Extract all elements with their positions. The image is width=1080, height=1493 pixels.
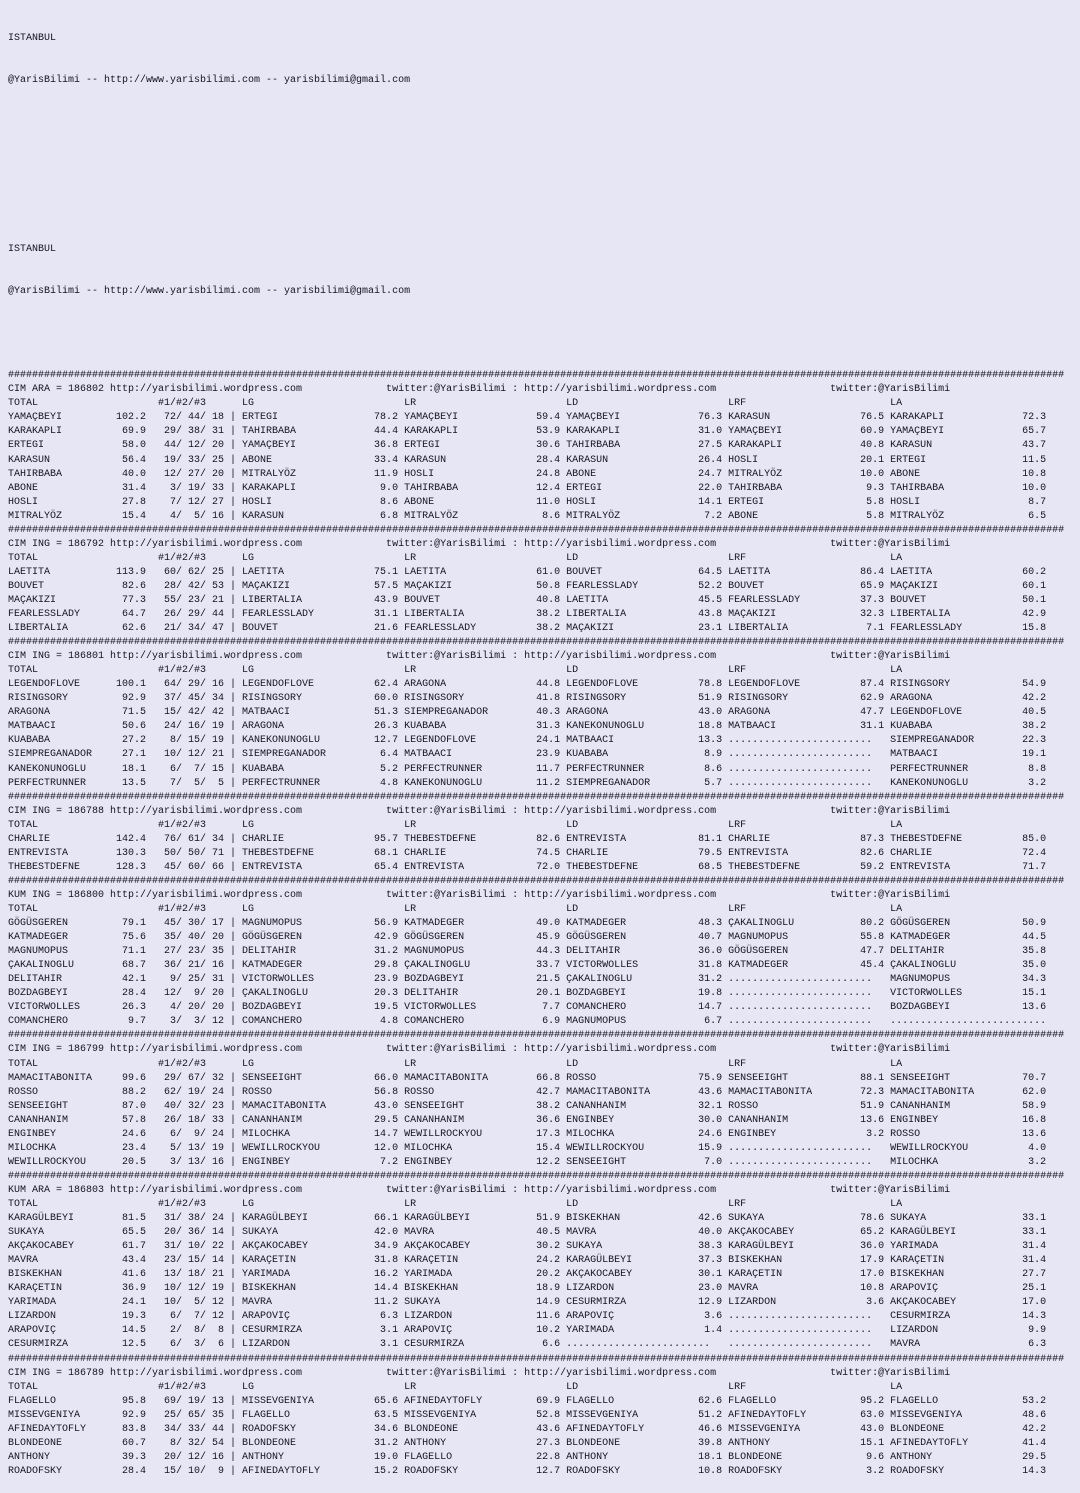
stats-row: MILOCHKA 23.4 5/ 13/ 19 | WEWILLROCKYOU 12.0 MILOCHKA 15.4 WEWILLROCKYOU 15.9 ........................ WEWILLROCKYOU 4.0 bbox=[8, 1142, 1053, 1154]
stats-row: GÖGÜSGEREN 79.1 45/ 30/ 17 | MAGNUMOPUS 56.9 KATMADEGER 49.0 KATMADEGER 48.3 ÇAKALINOGLU 80.2 GÖGÜSGEREN 50.9 bbox=[8, 918, 1053, 930]
stats-row: MAGNUMOPUS 71.1 27/ 23/ 35 | DELITAHIR 31.2 MAGNUMOPUS 44.3 DELITAHIR 36.0 GÖGÜSGEREN 47.7 DELITAHIR 35.8 bbox=[8, 946, 1053, 958]
separator-line: ################################################################################################################################################################################ bbox=[8, 370, 1065, 382]
stats-row: BOZDAGBEYI 28.4 12/ 9/ 20 | ÇAKALINOGLU 20.3 DELITAHIR 20.1 BOZDAGBEYI 19.8 ........................ VICTORWOLLES 15.1 bbox=[8, 988, 1053, 1000]
stats-row: YAMAÇBEYI 102.2 72/ 44/ 18 | ERTEGI 78.2 YAMAÇBEYI 59.4 YAMAÇBEYI 76.3 KARASUN 76.5 KARAKAPLI 72.3 bbox=[8, 412, 1053, 424]
stats-row: LIBERTALIA 62.6 21/ 34/ 47 | BOUVET 21.6 FEARLESSLADY 38.2 MAÇAKIZI 23.1 LIBERTALIA 7.1 FEARLESSLADY 15.8 bbox=[8, 623, 1053, 635]
separator-line: ################################################################################################################################################################################ bbox=[8, 1030, 1065, 1042]
stats-row: COMANCHERO 9.7 3/ 3/ 12 | COMANCHERO 4.8 COMANCHERO 6.9 MAGNUMOPUS 6.7 ........................ .......................... bbox=[8, 1016, 1053, 1028]
stats-row: SUKAYA 65.5 20/ 36/ 14 | SUKAYA 42.0 MAVRA 40.5 MAVRA 40.0 AKÇAKOCABEY 65.2 KARAGÜLBEYI 33.1 bbox=[8, 1227, 1053, 1239]
stats-row: THEBESTDEFNE 128.3 45/ 60/ 66 | ENTREVISTA 65.4 ENTREVISTA 72.0 THEBESTDEFNE 68.5 THEBESTDEFNE 59.2 ENTREVISTA 71.7 bbox=[8, 861, 1053, 873]
section-header-line: CIM ING = 186799 http://yarisbilimi.wordpress.com twitter:@YarisBilimi : http://yarisbilimi.wordpress.com twitter:@YarisBilimi bbox=[8, 1044, 951, 1056]
section-header-line: CIM ING = 186801 http://yarisbilimi.wordpress.com twitter:@YarisBilimi : http://yarisbilimi.wordpress.com twitter:@YarisBilimi bbox=[8, 651, 951, 663]
section-header-line: KUM ARA = 186803 http://yarisbilimi.wordpress.com twitter:@YarisBilimi : http://yarisbilimi.wordpress.com twitter:@YarisBilimi bbox=[8, 1184, 951, 1196]
separator-line: ################################################################################################################################################################################ bbox=[8, 875, 1065, 887]
separator-line: ################################################################################################################################################################################ bbox=[8, 1353, 1065, 1365]
stats-row: WEWILLROCKYOU 20.5 3/ 13/ 16 | ENGINBEY 7.2 ENGINBEY 12.2 SENSEEIGHT 7.0 ........................ MILOCHKA 3.2 bbox=[8, 1156, 1053, 1168]
stats-row: CANANHANIM 57.8 26/ 18/ 33 | CANANHANIM 29.5 CANANHANIM 36.6 ENGINBEY 30.0 CANANHANIM 13.6 ENGINBEY 16.8 bbox=[8, 1114, 1053, 1126]
section-header-line: CIM ARA = 186802 http://yarisbilimi.wordpress.com twitter:@YarisBilimi : http://yarisbilimi.wordpress.com twitter:@YarisBilimi bbox=[8, 384, 951, 396]
columns-header-line: TOTAL #1/#2/#3 LG LR LD LRF LA bbox=[8, 398, 903, 410]
stats-row: KARASUN 56.4 19/ 33/ 25 | ABONE 33.4 KARASUN 28.4 KARASUN 26.4 HOSLI 20.1 ERTEGI 11.5 bbox=[8, 454, 1053, 466]
columns-header-line: TOTAL #1/#2/#3 LG LR LD LRF LA bbox=[8, 1198, 903, 1210]
separator-line: ################################################################################################################################################################################ bbox=[8, 524, 1065, 536]
blank-line bbox=[8, 327, 1080, 341]
columns-header-line: TOTAL #1/#2/#3 LG LR LD LRF LA bbox=[8, 1381, 903, 1393]
stats-row: MITRALYÖZ 15.4 4/ 5/ 16 | KARASUN 6.8 MITRALYÖZ 8.6 MITRALYÖZ 7.2 ABONE 5.8 MITRALYÖZ 6.5 bbox=[8, 510, 1053, 522]
stats-row: YARIMADA 24.1 10/ 5/ 12 | MAVRA 11.2 SUKAYA 14.9 CESURMIRZA 12.9 LIZARDON 3.6 AKÇAKOCABEY 17.0 bbox=[8, 1297, 1053, 1309]
stats-row: KARAGÜLBEYI 81.5 31/ 38/ 24 | KARAGÜLBEYI 66.1 KARAGÜLBEYI 51.9 BISKEKHAN 42.6 SUKAYA 78.6 SUKAYA 33.1 bbox=[8, 1213, 1053, 1225]
stats-row: RISINGSORY 92.9 37/ 45/ 34 | RISINGSORY 60.0 RISINGSORY 41.8 RISINGSORY 51.9 RISINGSORY 62.9 ARAGONA 42.2 bbox=[8, 693, 1053, 705]
stats-row: DELITAHIR 42.1 9/ 25/ 31 | VICTORWOLLES 23.9 BOZDAGBEYI 21.5 ÇAKALINOGLU 31.2 ........................ MAGNUMOPUS 34.3 bbox=[8, 974, 1053, 986]
section-header-line: CIM ING = 186788 http://yarisbilimi.wordpress.com twitter:@YarisBilimi : http://yarisbilimi.wordpress.com twitter:@YarisBilimi bbox=[8, 805, 951, 817]
stats-row: AFINEDAYTOFLY 83.8 34/ 33/ 44 | ROADOFSKY 34.6 BLONDEONE 43.6 AFINEDAYTOFLY 46.6 MISSEVGENIYA 43.0 BLONDEONE 42.2 bbox=[8, 1423, 1053, 1435]
byline: @YarisBilimi -- http://www.yarisbilimi.com -- yarisbilimi@gmail.com bbox=[8, 75, 411, 87]
stats-row: KARAKAPLI 69.9 29/ 38/ 31 | TAHIRBABA 44.4 KARAKAPLI 53.9 KARAKAPLI 31.0 YAMAÇBEYI 60.9 YAMAÇBEYI 65.7 bbox=[8, 426, 1053, 438]
stats-row: TAHIRBABA 40.0 12/ 27/ 20 | MITRALYÖZ 11.9 HOSLI 24.8 ABONE 24.7 MITRALYÖZ 10.0 ABONE 10.8 bbox=[8, 468, 1053, 480]
stats-row: VICTORWOLLES 26.3 4/ 20/ 20 | BOZDAGBEYI 19.5 VICTORWOLLES 7.7 COMANCHERO 14.7 ........................ BOZDAGBEYI 13.6 bbox=[8, 1002, 1053, 1014]
stats-row: KARAÇETIN 36.9 10/ 12/ 19 | BISKEKHAN 14.4 BISKEKHAN 18.9 LIZARDON 23.0 MAVRA 10.8 ARAPOVIÇ 25.1 bbox=[8, 1283, 1053, 1295]
columns-header-line: TOTAL #1/#2/#3 LG LR LD LRF LA bbox=[8, 904, 903, 915]
columns-header-line: TOTAL #1/#2/#3 LG LR LD LRF LA bbox=[8, 552, 903, 564]
stats-row: ABONE 31.4 3/ 19/ 33 | KARAKAPLI 9.0 TAHIRBABA 12.4 ERTEGI 22.0 TAHIRBABA 9.3 TAHIRBABA 10.0 bbox=[8, 482, 1053, 494]
stats-row: ARAPOVIÇ 14.5 2/ 8/ 8 | CESURMIRZA 3.1 ARAPOVIÇ 10.2 YARIMADA 1.4 ........................ LIZARDON 9.9 bbox=[8, 1325, 1053, 1337]
stats-row: MAMACITABONITA 99.6 29/ 67/ 32 | SENSEEIGHT 66.0 MAMACITABONITA 66.8 ROSSO 75.9 SENSEEIGHT 88.1 SENSEEIGHT 70.7 bbox=[8, 1072, 1053, 1084]
stats-row: KATMADEGER 75.6 35/ 40/ 20 | GÖGÜSGEREN 42.9 GÖGÜSGEREN 45.9 GÖGÜSGEREN 40.7 MAGNUMOPUS 55.8 KATMADEGER 44.5 bbox=[8, 932, 1053, 944]
sections-container bbox=[8, 369, 1080, 1479]
city-title: ISTANBUL bbox=[8, 33, 57, 45]
stats-row: ENGINBEY 24.6 6/ 9/ 24 | MILOCHKA 14.7 WEWILLROCKYOU 17.3 MILOCHKA 24.6 ENGINBEY 3.2 ROSSO 13.6 bbox=[8, 1128, 1053, 1140]
stats-row: BLONDEONE 60.7 8/ 32/ 54 | BLONDEONE 31.2 ANTHONY 27.3 BLONDEONE 39.8 ANTHONY 15.1 AFINEDAYTOFLY 41.4 bbox=[8, 1437, 1053, 1449]
stats-row: PERFECTRUNNER 13.5 7/ 5/ 5 | PERFECTRUNNER 4.8 KANEKONUNOGLU 11.2 SIEMPREGANADOR 5.7 ........................ KANEKONUNOGLU 3.2 bbox=[8, 777, 1053, 789]
stats-row: ARAGONA 71.5 15/ 42/ 42 | MATBAACI 51.3 SIEMPREGANADOR 40.3 ARAGONA 43.0 ARAGONA 47.7 LEGENDOFLOVE 40.5 bbox=[8, 707, 1053, 719]
columns-header-line: TOTAL #1/#2/#3 LG LR LD LRF LA bbox=[8, 1058, 903, 1070]
stats-row: LIZARDON 19.3 6/ 7/ 12 | ARAPOVIÇ 6.3 LIZARDON 11.6 ARAPOVIÇ 3.6 ........................ CESURMIRZA 14.3 bbox=[8, 1311, 1053, 1323]
stats-row: CESURMIRZA 12.5 6/ 3/ 6 | LIZARDON 3.1 CESURMIRZA 6.6 ........................ ........................ MAVRA 6.3 bbox=[8, 1339, 1053, 1351]
stats-row: ROSSO 88.2 62/ 19/ 24 | ROSSO 56.8 ROSSO 42.7 MAMACITABONITA 43.6 MAMACITABONITA 72.3 MAMACITABONITA 62.0 bbox=[8, 1086, 1053, 1098]
stats-row: ROADOFSKY 28.4 15/ 10/ 9 | AFINEDAYTOFLY 15.2 ROADOFSKY 12.7 ROADOFSKY 10.8 ROADOFSKY 3.2 ROADOFSKY 14.3 bbox=[8, 1465, 1053, 1477]
stats-row: ERTEGI 58.0 44/ 12/ 20 | YAMAÇBEYI 36.8 ERTEGI 30.6 TAHIRBABA 27.5 KARAKAPLI 40.8 KARASUN 43.7 bbox=[8, 440, 1053, 452]
stats-row: BISKEKHAN 41.6 13/ 18/ 21 | YARIMADA 16.2 YARIMADA 20.2 AKÇAKOCABEY 30.1 KARAÇETIN 17.0 BISKEKHAN 27.7 bbox=[8, 1269, 1053, 1281]
stats-row: SIEMPREGANADOR 27.1 10/ 12/ 21 | SIEMPREGANADOR 6.4 MATBAACI 23.9 KUABABA 8.9 ........................ MATBAACI 19.1 bbox=[8, 749, 1053, 761]
stats-row: HOSLI 27.8 7/ 12/ 27 | HOSLI 8.6 ABONE 11.0 HOSLI 14.1 ERTEGI 5.8 HOSLI 8.7 bbox=[8, 496, 1053, 508]
stats-row: CHARLIE 142.4 76/ 61/ 34 | CHARLIE 95.7 THEBESTDEFNE 82.6 ENTREVISTA 81.1 CHARLIE 87.3 THEBESTDEFNE 85.0 bbox=[8, 833, 1053, 845]
stats-row: ENTREVISTA 130.3 50/ 50/ 71 | THEBESTDEFNE 68.1 CHARLIE 74.5 CHARLIE 79.5 ENTREVISTA 82.6 CHARLIE 72.4 bbox=[8, 847, 1053, 859]
stats-row: KANEKONUNOGLU 18.1 6/ 7/ 15 | KUABABA 5.2 PERFECTRUNNER 11.7 PERFECTRUNNER 8.6 ........................ PERFECTRUNNER 8.8 bbox=[8, 763, 1053, 775]
stats-row: LEGENDOFLOVE 100.1 64/ 29/ 16 | LEGENDOFLOVE 62.4 ARAGONA 44.8 LEGENDOFLOVE 78.8 LEGENDOFLOVE 87.4 RISINGSORY 54.9 bbox=[8, 679, 1053, 691]
section-header-line: CIM ING = 186789 http://yarisbilimi.wordpress.com twitter:@YarisBilimi : http://yarisbilimi.wordpress.com twitter:@YarisBilimi bbox=[8, 1367, 951, 1379]
stats-row: FEARLESSLADY 64.7 26/ 29/ 44 | FEARLESSLADY 31.1 LIBERTALIA 38.2 LIBERTALIA 43.8 MAÇAKIZI 32.3 LIBERTALIA 42.9 bbox=[8, 609, 1053, 621]
byline: @YarisBilimi -- http://www.yarisbilimi.com -- yarisbilimi@gmail.com bbox=[8, 285, 411, 297]
separator-line: ################################################################################################################################################################################ bbox=[8, 791, 1065, 803]
separator-line: ################################################################################################################################################################################ bbox=[8, 1170, 1065, 1182]
stats-row: SENSEEIGHT 87.0 40/ 32/ 23 | MAMACITABONITA 43.0 SENSEEIGHT 38.2 CANANHANIM 32.1 ROSSO 51.9 CANANHANIM 58.9 bbox=[8, 1100, 1053, 1112]
stats-row: MISSEVGENIYA 92.9 25/ 65/ 35 | FLAGELLO 63.5 MISSEVGENIYA 52.8 MISSEVGENIYA 51.2 AFINEDAYTOFLY 63.0 MISSEVGENIYA 48.6 bbox=[8, 1409, 1053, 1421]
blank-line bbox=[8, 116, 1080, 130]
stats-row: LAETITA 113.9 60/ 62/ 25 | LAETITA 75.1 LAETITA 61.0 BOUVET 64.5 LAETITA 86.4 LAETITA 60.2 bbox=[8, 566, 1053, 578]
stats-row: ÇAKALINOGLU 68.7 36/ 21/ 16 | KATMADEGER 29.8 ÇAKALINOGLU 33.7 VICTORWOLLES 31.8 KATMADEGER 45.4 ÇAKALINOGLU 35.0 bbox=[8, 960, 1053, 972]
stats-row: FLAGELLO 95.8 69/ 19/ 13 | MISSEVGENIYA 65.6 AFINEDAYTOFLY 69.9 FLAGELLO 62.6 FLAGELLO 95.2 FLAGELLO 53.2 bbox=[8, 1395, 1053, 1407]
section-header-line: CIM ING = 186792 http://yarisbilimi.wordpress.com twitter:@YarisBilimi : http://yarisbilimi.wordpress.com twitter:@YarisBilimi bbox=[8, 538, 951, 550]
stats-row: AKÇAKOCABEY 61.7 31/ 10/ 22 | AKÇAKOCABEY 34.9 AKÇAKOCABEY 30.2 SUKAYA 38.3 KARAGÜLBEYI 36.0 YARIMADA 31.4 bbox=[8, 1241, 1053, 1253]
stats-row: KUABABA 27.2 8/ 15/ 19 | KANEKONUNOGLU 12.7 LEGENDOFLOVE 24.1 MATBAACI 13.3 ........................ SIEMPREGANADOR 22.3 bbox=[8, 735, 1053, 747]
columns-header-line: TOTAL #1/#2/#3 LG LR LD LRF LA bbox=[8, 819, 903, 831]
stats-row: BOUVET 82.6 28/ 42/ 53 | MAÇAKIZI 57.5 MAÇAKIZI 50.8 FEARLESSLADY 52.2 BOUVET 65.9 MAÇAKIZI 60.1 bbox=[8, 580, 1053, 592]
stats-row: ANTHONY 39.3 20/ 12/ 16 | ANTHONY 19.0 FLAGELLO 22.8 ANTHONY 18.1 BLONDEONE 9.6 ANTHONY 29.5 bbox=[8, 1451, 1053, 1463]
columns-header-line: TOTAL #1/#2/#3 LG LR LD LRF LA bbox=[8, 665, 903, 677]
separator-line: ################################################################################################################################################################################ bbox=[8, 637, 1065, 649]
stats-row: MAÇAKIZI 77.3 55/ 23/ 21 | LIBERTALIA 43.9 BOUVET 40.8 LAETITA 45.5 FEARLESSLADY 37.3 BOUVET 50.1 bbox=[8, 594, 1053, 606]
blank-line bbox=[8, 159, 1080, 173]
city-title: ISTANBUL bbox=[8, 243, 57, 255]
blank-line bbox=[8, 201, 1080, 215]
section-header-line: KUM ING = 186800 http://yarisbilimi.wordpress.com twitter:@YarisBilimi : http://yarisbilimi.wordpress.com twitter:@YarisBilimi bbox=[8, 889, 951, 901]
stats-row: MAVRA 43.4 23/ 15/ 14 | KARAÇETIN 31.8 KARAÇETIN 24.2 KARAGÜLBEYI 37.3 BISKEKHAN 17.9 KARAÇETIN 31.4 bbox=[8, 1255, 1053, 1267]
stats-row: MATBAACI 50.6 24/ 16/ 19 | ARAGONA 26.3 KUABABA 31.3 KANEKONUNOGLU 18.8 MATBAACI 31.1 KUABABA 38.2 bbox=[8, 721, 1053, 733]
